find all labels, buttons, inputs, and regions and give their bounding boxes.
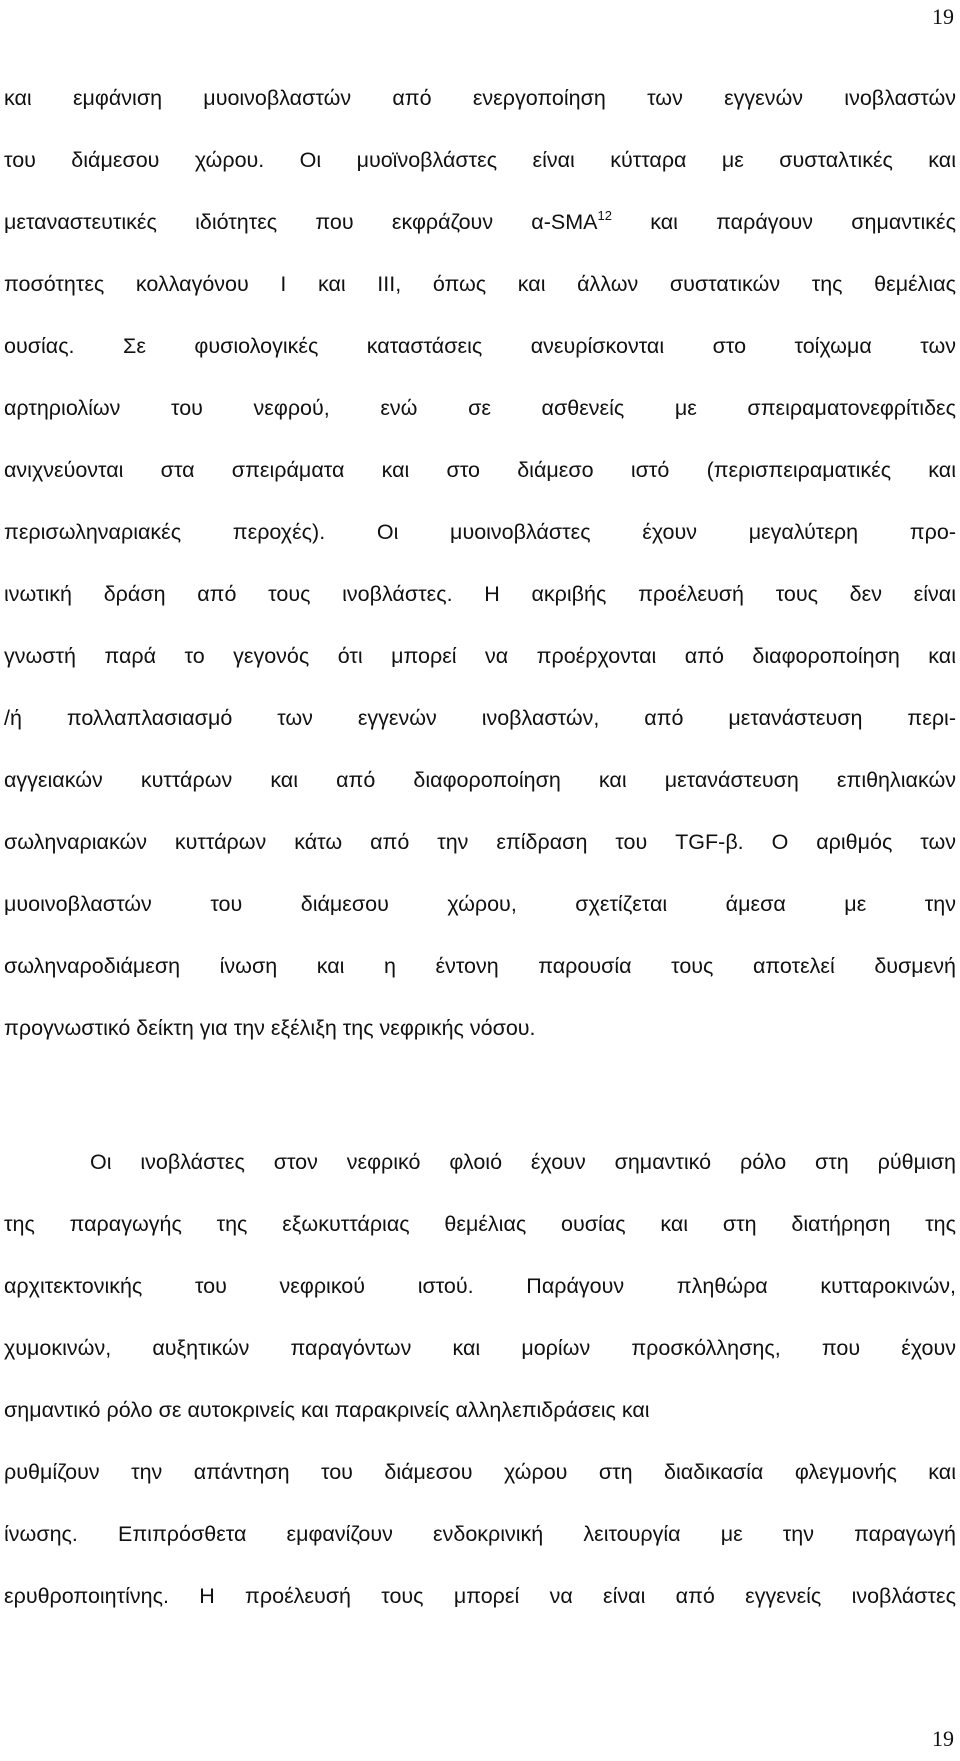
text-line: ίνωσης. Επιπρόσθετα εμφανίζουν ενδοκρινική λειτουργία με την παραγωγή: [4, 1522, 956, 1546]
paragraph-2: [4, 1131, 956, 1627]
text-line: σημαντικό ρόλο σε αυτοκρινείς και παρακρινείς αλληλεπιδράσεις και: [4, 1398, 650, 1422]
paragraph-spacer: [4, 1059, 956, 1131]
document-body: [4, 67, 956, 1627]
text-line: ανιχνεύονται στα σπειράματα και στο διάμεσο ιστό (περισπειραματικές και: [4, 458, 956, 482]
text-line: /ή πολλαπλασιασμό των εγγενών ινοβλαστών, από μετανάστευση περι-: [4, 706, 956, 730]
text-line: ινωτική δράση από τους ινοβλάστες. Η ακριβής προέλευσή τους δεν είναι: [4, 582, 956, 606]
text-segment: μεταναστευτικές ιδιότητες που εκφράζουν α-SMA: [4, 210, 598, 234]
text-segment: και παράγουν σημαντικές: [611, 210, 956, 234]
text-line: αρτηριολίων του νεφρού, ενώ σε ασθενείς με σπειραματονεφρίτιδες: [4, 396, 956, 420]
text-line: ποσότητες κολλαγόνου I και III, όπως και άλλων συστατικών της θεμέλιας: [4, 272, 956, 296]
text-line: ουσίας. Σε φυσιολογικές καταστάσεις ανευρίσκονται στο τοίχωμα των: [4, 334, 956, 358]
text-line: μυοινοβλαστών του διάμεσου χώρου, σχετίζεται άμεσα με την: [4, 892, 956, 916]
text-line: σωληναριακών κυττάρων κάτω από την επίδραση του TGF-β. Ο αριθμός των: [4, 830, 956, 854]
text-line: και εμφάνιση μυοινοβλαστών από ενεργοποίηση των εγγενών ινοβλαστών: [4, 86, 956, 110]
text-line: Οι ινοβλάστες στον νεφρικό φλοιό έχουν σημαντικό ρόλο στη ρύθμιση: [90, 1150, 956, 1174]
text-line: γνωστή παρά το γεγονός ότι μπορεί να προέρχονται από διαφοροποίηση και: [4, 644, 956, 668]
citation-superscript: 12: [597, 208, 612, 223]
text-line: προγνωστικό δείκτη για την εξέλιξη της νεφρικής νόσου.: [4, 1016, 536, 1040]
text-line-with-reference: [4, 191, 956, 253]
text-line: της παραγωγής της εξωκυττάριας θεμέλιας ουσίας και στη διατήρηση της: [4, 1212, 956, 1236]
text-line: αρχιτεκτονικής του νεφρικού ιστού. Παράγουν πληθώρα κυτταροκινών,: [4, 1274, 956, 1298]
text-line: ρυθμίζουν την απάντηση του διάμεσου χώρου στη διαδικασία φλεγμονής και: [4, 1460, 956, 1484]
text-line: περισωληναριακές περοχές). Οι μυοινοβλάστες έχουν μεγαλύτερη προ-: [4, 520, 956, 544]
page-number-top: 19: [932, 4, 954, 29]
text-line: ερυθροποιητίνης. Η προέλευσή τους μπορεί να είναι από εγγενείς ινοβλάστες: [4, 1584, 956, 1608]
text-line: αγγειακών κυττάρων και από διαφοροποίηση και μετανάστευση επιθηλιακών: [4, 768, 956, 792]
text-line: σωληναροδιάμεση ίνωση και η έντονη παρουσία τους αποτελεί δυσμενή: [4, 954, 956, 978]
text-line: του διάμεσου χώρου. Οι μυοϊνοβλάστες είναι κύτταρα με συσταλτικές και: [4, 148, 956, 172]
page-number-bottom: 19: [932, 1726, 954, 1751]
paragraph-1: [4, 67, 956, 1059]
text-line: χυμοκινών, αυξητικών παραγόντων και μορίων προσκόλλησης, που έχουν: [4, 1336, 956, 1360]
